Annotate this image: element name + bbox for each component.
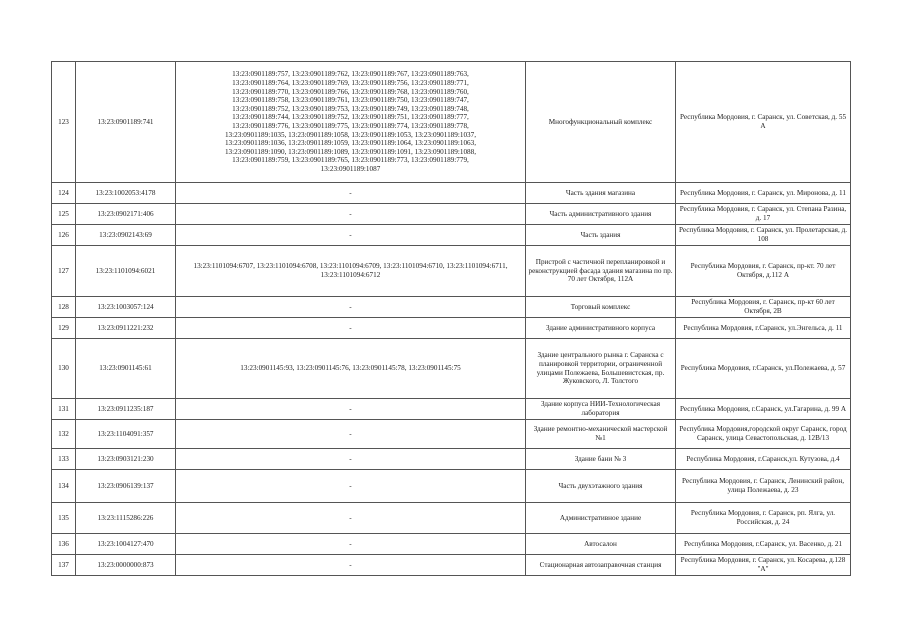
related-cadastral-numbers: - bbox=[176, 297, 526, 318]
object-address: Республика Мордовия, г. Саранск, ул. Косарева, д.128 "А" bbox=[676, 555, 851, 576]
related-line: 13:23:0901189:744, 13:23:0901189:752, 13:23:0901189:751, 13:23:0901189:777, bbox=[232, 113, 469, 122]
object-address: Республика Мордовия, г. Саранск, ул. Степана Разина, д. 17 bbox=[676, 204, 851, 225]
row-number: 127 bbox=[52, 246, 76, 297]
cadastral-number: 13:23:0902143:69 bbox=[76, 225, 176, 246]
row-number: 135 bbox=[52, 503, 76, 534]
related-line: 13:23:0901189:752, 13:23:0901189:753, 13:23:0901189:749, 13:23:0901189:748, bbox=[232, 104, 469, 113]
table-row bbox=[52, 339, 851, 399]
table-row bbox=[52, 470, 851, 503]
related-cadastral-numbers: - bbox=[176, 470, 526, 503]
object-name: Здание ремонтно-механической мастерской №1 bbox=[526, 420, 676, 449]
table-row bbox=[52, 503, 851, 534]
related-cadastral-numbers: 13:23:0901145:93, 13:23:0901145:76, 13:23:0901145:78, 13:23:0901145:75 bbox=[176, 339, 526, 399]
table-row bbox=[52, 183, 851, 204]
object-name: Торговый комплекс bbox=[526, 297, 676, 318]
related-line: 13:23:0901189:759, 13:23:0901189:765, 13:23:0901189:773, 13:23:0901189:779, bbox=[232, 156, 469, 165]
object-name: Автосалон bbox=[526, 534, 676, 555]
related-cadastral-numbers: - bbox=[176, 318, 526, 339]
row-number: 126 bbox=[52, 225, 76, 246]
cadastral-number: 13:23:1115286:226 bbox=[76, 503, 176, 534]
row-number: 133 bbox=[52, 449, 76, 470]
object-name: Многофункциональный комплекс bbox=[526, 62, 676, 183]
object-name: Здание административного корпуса bbox=[526, 318, 676, 339]
related-line: 13:23:0901189:758, 13:23:0901189:761, 13:23:0901189:750, 13:23:0901189:747, bbox=[232, 96, 469, 105]
row-number: 129 bbox=[52, 318, 76, 339]
related-cadastral-numbers: - bbox=[176, 420, 526, 449]
row-number: 132 bbox=[52, 420, 76, 449]
related-cadastral-numbers: - bbox=[176, 183, 526, 204]
object-name: Часть административного здания bbox=[526, 204, 676, 225]
related-cadastral-numbers: - bbox=[176, 555, 526, 576]
related-line: 13:23:0901189:776, 13:23:0901189:775, 13:23:0901189:774, 13:23:0901189:778, bbox=[232, 122, 469, 130]
related-line: 13:23:0901189:1035, 13:23:0901189:1058, 13:23:0901189:1053, 13:23:0901189:1037, bbox=[224, 130, 477, 139]
object-name: Административное здание bbox=[526, 503, 676, 534]
related-line: 13:23:0901189:764, 13:23:0901189:769, 13:23:0901189:756, 13:23:0901189:771, bbox=[232, 79, 469, 88]
object-address: Республика Мордовия, г.Саранск, ул.Энгельса, д. 11 bbox=[676, 318, 851, 339]
row-number: 134 bbox=[52, 470, 76, 503]
related-line: 13:23:0901189:1090, 13:23:0901189:1089, 13:23:0901189:1091, 13:23:0901189:1088, bbox=[224, 147, 477, 156]
object-address: Республика Мордовия, г. Саранск, пр-кт. 70 лет Октября, д.112 А bbox=[676, 246, 851, 297]
object-address: Республика Мордовия, г. Саранск, ул. Советская, д. 55 А bbox=[676, 62, 851, 183]
table-row bbox=[52, 420, 851, 449]
cadastral-number: 13:23:1002053:4178 bbox=[76, 183, 176, 204]
row-number: 130 bbox=[52, 339, 76, 399]
row-number: 123 bbox=[52, 62, 76, 183]
cadastral-number: 13:23:0902171:406 bbox=[76, 204, 176, 225]
related-cadastral-numbers bbox=[176, 62, 526, 183]
related-line: 13:23:0901189:770, 13:23:0901189:766, 13:23:0901189:768, 13:23:0901189:760, bbox=[232, 87, 469, 96]
row-number: 125 bbox=[52, 204, 76, 225]
cadastral-number: 13:23:0911235:187 bbox=[76, 399, 176, 420]
related-cadastral-numbers: - bbox=[176, 503, 526, 534]
related-cadastral-numbers: - bbox=[176, 449, 526, 470]
row-number: 128 bbox=[52, 297, 76, 318]
table-row bbox=[52, 246, 851, 297]
object-name: Пристрой с частичной перепланировкой и реконструкцией фасада здания магазина по пр. 70 лет Октября, 112А bbox=[526, 246, 676, 297]
object-name: Часть здания магазина bbox=[526, 183, 676, 204]
cadastral-number: 13:23:0903121:230 bbox=[76, 449, 176, 470]
cadastral-number: 13:23:1004127:470 bbox=[76, 534, 176, 555]
object-name: Часть здания bbox=[526, 225, 676, 246]
object-address: Республика Мордовия, г. Саранск, Ленинский район, улица Полежаева, д. 23 bbox=[676, 470, 851, 503]
row-number: 137 bbox=[52, 555, 76, 576]
table-row bbox=[52, 449, 851, 470]
object-name: Здание бани № 3 bbox=[526, 449, 676, 470]
table-row bbox=[52, 555, 851, 576]
table-row bbox=[52, 534, 851, 555]
object-address: Республика Мордовия, г.Саранск,ул. Кутузова, д.4 bbox=[676, 449, 851, 470]
table-row bbox=[52, 297, 851, 318]
table-row bbox=[52, 318, 851, 339]
object-name: Стационарная автозаправочная станция bbox=[526, 555, 676, 576]
object-name: Часть двухэтажного здания bbox=[526, 470, 676, 503]
cadastral-number: 13:23:0901189:741 bbox=[76, 62, 176, 183]
object-name: Здание центрального рынка г. Саранска с планировкой территории, ограниченной улицами Полежаева, Большевистская, пр. Жуковского, Л. Толстого bbox=[526, 339, 676, 399]
cadastral-number: 13:23:0000000:873 bbox=[76, 555, 176, 576]
cadastral-number: 13:23:1104091:357 bbox=[76, 420, 176, 449]
row-number: 124 bbox=[52, 183, 76, 204]
cadastral-number: 13:23:1101094:6021 bbox=[76, 246, 176, 297]
cadastral-number: 13:23:0911221:232 bbox=[76, 318, 176, 339]
object-name: Здание корпуса НИИ-Технологическая лаборатория bbox=[526, 399, 676, 420]
table-row bbox=[52, 204, 851, 225]
object-address: Республика Мордовия, г. Саранск, пр-кт 60 лет Октября, 2В bbox=[676, 297, 851, 318]
object-address: Республика Мордовия, г. Саранск, ул. Миронова, д. 11 bbox=[676, 183, 851, 204]
object-address: Республика Мордовия, г.Саранск, ул.Гагарина, д. 99 А bbox=[676, 399, 851, 420]
row-number: 131 bbox=[52, 399, 76, 420]
table-row bbox=[52, 62, 851, 183]
related-cadastral-numbers: - bbox=[176, 225, 526, 246]
related-line: 13:23:0901189:757, 13:23:0901189:762, 13:23:0901189:767, 13:23:0901189:763, bbox=[232, 70, 469, 79]
property-register-table bbox=[51, 61, 851, 576]
table-row bbox=[52, 225, 851, 246]
related-line: 13:23:0901189:1087 bbox=[320, 164, 381, 173]
cadastral-number: 13:23:0906139:137 bbox=[76, 470, 176, 503]
object-address: Республика Мордовия, г. Саранск, рп. Ялга, ул. Российская, д. 24 bbox=[676, 503, 851, 534]
row-number: 136 bbox=[52, 534, 76, 555]
object-address: Республика Мордовия, г.Саранск, ул.Полежаева, д. 57 bbox=[676, 339, 851, 399]
object-address: Республика Мордовия, г.Саранск, ул. Васенко, д. 21 bbox=[676, 534, 851, 555]
object-address: Республика Мордовия,городской округ Саранск, город Саранск, улица Севастопольская, д. 12В/13 bbox=[676, 420, 851, 449]
related-line: 13:23:0901189:1036, 13:23:0901189:1059, 13:23:0901189:1064, 13:23:0901189:1063, bbox=[224, 139, 477, 148]
cadastral-number: 13:23:0901145:61 bbox=[76, 339, 176, 399]
related-cadastral-numbers: - bbox=[176, 204, 526, 225]
table-row bbox=[52, 399, 851, 420]
related-cadastral-numbers: - bbox=[176, 534, 526, 555]
related-cadastral-numbers: 13:23:1101094:6707, 13:23:1101094:6708, 13:23:1101094:6709, 13:23:1101094:6710, 13:23:1101094:6711, 13:23:1101094:6712 bbox=[176, 246, 526, 297]
related-cadastral-numbers: - bbox=[176, 399, 526, 420]
object-address: Республика Мордовия, г. Саранск, ул. Пролетарская, д. 108 bbox=[676, 225, 851, 246]
cadastral-number: 13:23:1003057:124 bbox=[76, 297, 176, 318]
